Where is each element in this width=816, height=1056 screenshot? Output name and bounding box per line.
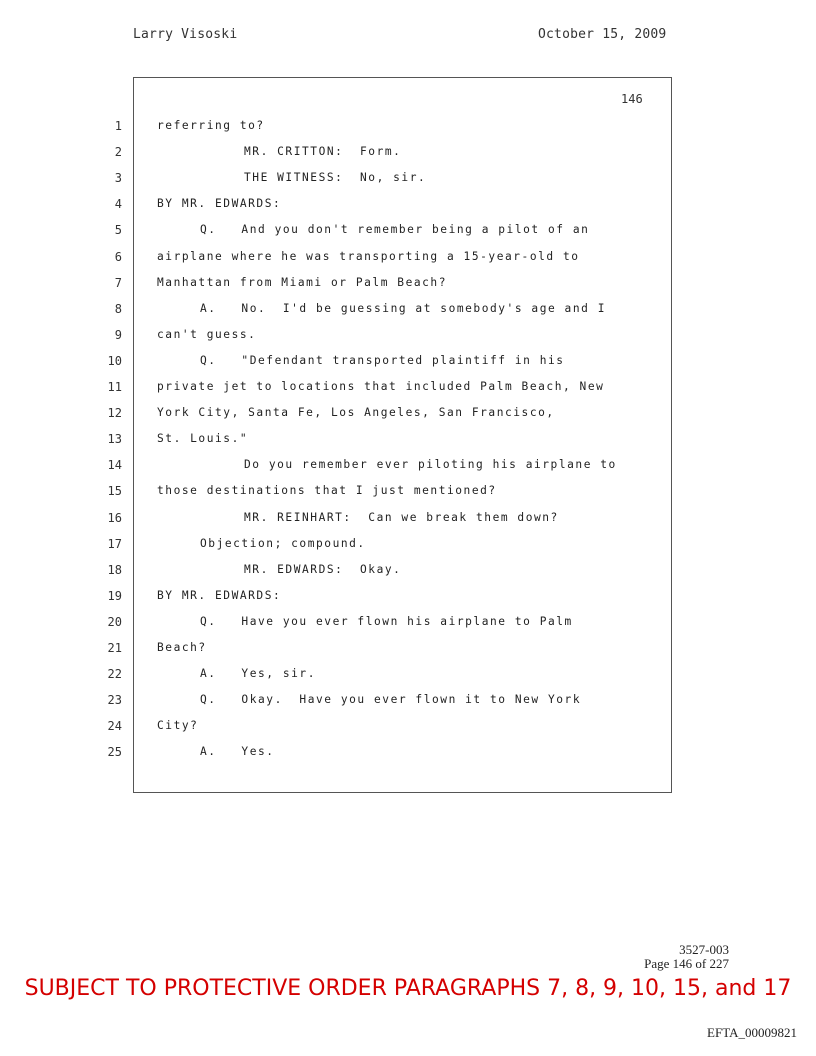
line-text: A. No. I'd be guessing at somebody's age and I: [200, 301, 606, 315]
line-text: A. Yes, sir.: [200, 667, 316, 681]
protective-order-notice: SUBJECT TO PROTECTIVE ORDER PARAGRAPHS 7, 8, 9, 10, 15, and 17: [24, 976, 792, 1001]
line-text: Q. Okay. Have you ever flown it to New York: [200, 693, 582, 707]
line-text: Q. And you don't remember being a pilot of an: [200, 223, 590, 237]
transcript-line: [0, 641, 700, 661]
line-text: those destinations that I just mentioned?: [157, 484, 497, 498]
line-text: airplane where he was transporting a 15-year-old to: [157, 249, 580, 263]
transcript-page-number: 146: [621, 92, 643, 106]
transcript-line: [0, 145, 700, 165]
line-number: 15: [107, 484, 122, 499]
line-text: private jet to locations that included Palm Beach, New: [157, 380, 605, 393]
line-text: Manhattan from Miami or Palm Beach?: [157, 275, 447, 289]
transcript-line: [0, 197, 700, 217]
line-number: 22: [107, 667, 122, 682]
transcript-line: [0, 276, 700, 296]
line-number: 9: [114, 327, 122, 342]
transcript-line: [0, 667, 700, 687]
line-text: MR. EDWARDS: Okay.: [244, 562, 402, 576]
line-number: 7: [114, 275, 122, 290]
line-text: referring to?: [157, 119, 265, 132]
line-text: MR. REINHART: Can we break them down?: [244, 510, 559, 524]
line-number: 24: [107, 719, 122, 734]
line-text: BY MR. EDWARDS:: [157, 588, 282, 602]
line-text: Do you remember ever piloting his airplane to: [244, 458, 617, 472]
line-text: St. Louis.": [157, 432, 249, 446]
line-number: 8: [114, 301, 122, 316]
line-text: Beach?: [157, 641, 207, 654]
line-number: 5: [114, 223, 122, 238]
line-number: 2: [114, 145, 122, 160]
transcript-line: [0, 223, 700, 243]
line-number: 21: [107, 641, 122, 655]
transcript-line: [0, 511, 700, 531]
line-number: 18: [107, 562, 122, 577]
line-text: THE WITNESS: No, sir.: [244, 171, 427, 185]
transcript-line: [0, 615, 700, 635]
line-text: can't guess.: [157, 327, 257, 341]
transcript-line: [0, 458, 700, 478]
transcript-line: [0, 432, 700, 452]
transcript-line: [0, 328, 700, 348]
document-code: 3527-003: [679, 942, 729, 957]
transcript-line: [0, 119, 700, 139]
transcript-line: [0, 406, 700, 426]
line-text: Q. Have you ever flown his airplane to Palm: [200, 614, 573, 628]
line-text: Objection; compound.: [200, 536, 366, 550]
transcript-line: [0, 719, 700, 739]
line-number: 12: [107, 406, 122, 421]
line-number: 20: [107, 614, 122, 629]
transcript-line: [0, 563, 700, 583]
line-number: 14: [107, 458, 122, 473]
transcript-line: [0, 354, 700, 374]
transcript-line: [0, 537, 700, 557]
line-text: City?: [157, 719, 199, 733]
line-number: 3: [114, 171, 122, 186]
transcript-line: [0, 745, 700, 765]
line-number: 23: [107, 693, 122, 708]
line-number: 6: [114, 249, 122, 264]
line-text: York City, Santa Fe, Los Angeles, San Francisco,: [157, 406, 555, 420]
line-number: 16: [107, 510, 122, 525]
line-number: 10: [107, 353, 122, 368]
line-text: MR. CRITTON: Form.: [244, 145, 402, 159]
line-number: 4: [114, 197, 122, 212]
transcript-line: [0, 302, 700, 322]
bates-number: EFTA_00009821: [707, 1025, 797, 1040]
line-number: 13: [107, 432, 122, 447]
transcript-line: [0, 484, 700, 504]
line-text: A. Yes.: [200, 745, 275, 759]
line-number: 17: [107, 536, 122, 551]
line-number: 19: [107, 588, 122, 603]
header-date: October 15, 2009: [538, 27, 667, 42]
line-number: 25: [107, 745, 122, 760]
transcript-line: [0, 171, 700, 191]
line-number: 11: [107, 380, 122, 394]
line-text: Q. "Defendant transported plaintiff in his: [200, 353, 565, 367]
page-of-total: Page 146 of 227: [644, 956, 729, 971]
line-number: 1: [114, 119, 122, 133]
transcript-line: [0, 380, 700, 400]
transcript-line: [0, 250, 700, 270]
transcript-line: [0, 693, 700, 713]
header-witness-name: Larry Visoski: [133, 27, 238, 42]
line-text: BY MR. EDWARDS:: [157, 197, 282, 211]
transcript-line: [0, 589, 700, 609]
